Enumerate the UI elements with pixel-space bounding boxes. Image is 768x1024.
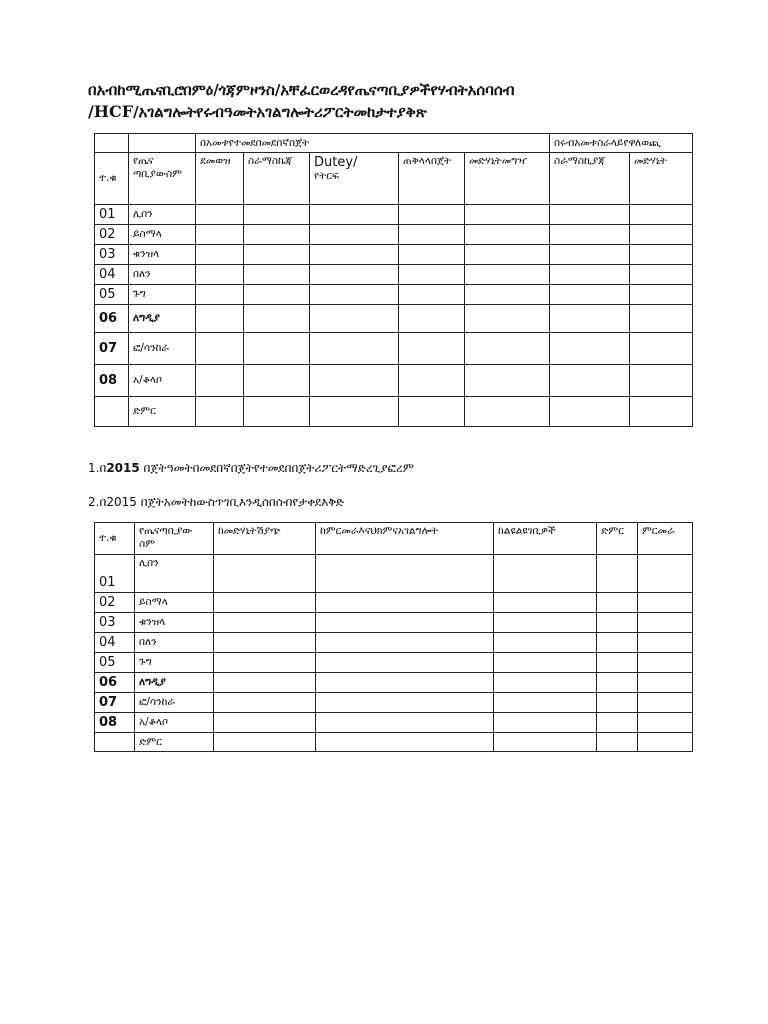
table-row bbox=[95, 285, 693, 305]
health-center-name: ጉግ bbox=[135, 653, 214, 673]
table-row bbox=[95, 225, 693, 245]
duty-amharic: የትርፍ bbox=[314, 170, 339, 182]
column-header-row bbox=[95, 153, 693, 205]
table-row bbox=[95, 205, 693, 225]
table-row bbox=[95, 673, 693, 693]
col-header-total: ድምር bbox=[597, 523, 638, 555]
table-row bbox=[95, 653, 693, 673]
internal-revenue-plan-table bbox=[94, 522, 693, 752]
table-row bbox=[95, 333, 693, 365]
row-number: 06 bbox=[95, 673, 135, 693]
section-note-2 bbox=[88, 495, 344, 510]
table-row bbox=[95, 365, 693, 397]
note-2-text: በጀትአመትከውስጥገቢእንዲሰበሰብየታቀደእቅድ bbox=[136, 495, 345, 509]
health-center-name: ለግዲያ bbox=[135, 673, 214, 693]
note-1-prefix: 1.በ bbox=[88, 461, 107, 475]
table-row bbox=[95, 613, 693, 633]
col-header-health-center: የጤና ጣቢያውስም bbox=[129, 153, 196, 205]
total-row bbox=[95, 733, 693, 752]
col-header-lab-treatment: ከምርመራእናህክምናአገልግሎት bbox=[316, 523, 494, 555]
blank-cell bbox=[95, 134, 129, 153]
health-center-name: ይስማላ bbox=[129, 225, 196, 245]
row-number: 02 bbox=[95, 593, 135, 613]
row-number: 04 bbox=[95, 265, 129, 285]
row-number: 04 bbox=[95, 633, 135, 653]
row-number: 08 bbox=[95, 713, 135, 733]
health-center-name: ጉግ bbox=[129, 285, 196, 305]
row-number: 02 bbox=[95, 225, 129, 245]
col-header-health-center: የጤናጣቢያው ስም bbox=[135, 523, 214, 555]
note-2-prefix: 2.በ bbox=[88, 495, 107, 509]
title-line-2 bbox=[88, 101, 728, 123]
row-number: 03 bbox=[95, 245, 129, 265]
health-center-name: አ/ቆላቦ bbox=[135, 713, 214, 733]
total-label: ድምር bbox=[129, 397, 196, 427]
health-center-name: ሊበን bbox=[135, 555, 214, 593]
allocated-budget-header: በአመቱየተመደበመደበኛበጀት bbox=[196, 134, 550, 153]
duty-english: Dutey/ bbox=[314, 155, 358, 170]
table-row bbox=[95, 633, 693, 653]
col-header-medicine-purchase: መድሃኒትመግዣ bbox=[465, 153, 550, 205]
row-number: 07 bbox=[95, 333, 129, 365]
row-number: 05 bbox=[95, 653, 135, 673]
col-header-spent-operational: ስራማስኪያጃ bbox=[550, 153, 630, 205]
health-center-name: ፎ/ሳንከራ bbox=[135, 693, 214, 713]
table-row bbox=[95, 713, 693, 733]
table-row bbox=[95, 305, 693, 333]
spent-header: በሩብአመቱስራላይየዋለወጪ bbox=[550, 134, 693, 153]
health-center-name: ቁንዝላ bbox=[135, 613, 214, 633]
title-hcf-code: /HCF bbox=[88, 102, 134, 121]
col-header-remark: ምርመራ bbox=[638, 523, 693, 555]
col-header-salary: ደመወዝ bbox=[196, 153, 244, 205]
health-center-name: ቁንዝላ bbox=[129, 245, 196, 265]
health-center-name: ለግዲያ bbox=[129, 305, 196, 333]
group-header-row bbox=[95, 134, 693, 153]
row-number: 03 bbox=[95, 613, 135, 633]
table-row bbox=[95, 555, 693, 593]
col-header-duty bbox=[310, 153, 399, 205]
document-title bbox=[88, 80, 728, 123]
table-row bbox=[95, 593, 693, 613]
row-number: 05 bbox=[95, 285, 129, 305]
row-number: 08 bbox=[95, 365, 129, 397]
total-label: ድምር bbox=[135, 733, 214, 752]
col-header-no: ተ.ቁ bbox=[95, 153, 129, 205]
col-header-total-budget: ጠቅላላበጀት bbox=[399, 153, 465, 205]
title-line-1: በአብከሚጤናቢሮበምዕ/ጎጃምዞንስ/አቸፈርወረዳየጤናጣቢያዎችየሃብትአሰባሰብ bbox=[88, 81, 515, 99]
health-center-name: ሊበን bbox=[129, 205, 196, 225]
table-row bbox=[95, 265, 693, 285]
health-center-name: አ/ቆላቦ bbox=[129, 365, 196, 397]
blank-cell bbox=[129, 134, 196, 153]
column-header-row bbox=[95, 523, 693, 555]
row-number: 06 bbox=[95, 305, 129, 333]
section-note-1 bbox=[88, 461, 414, 476]
col-header-operational: ስራማስኬጃ bbox=[244, 153, 310, 205]
health-center-name: በለን bbox=[129, 265, 196, 285]
col-header-other-income: ከልዩልዩገቢዎች bbox=[494, 523, 597, 555]
budget-report-table bbox=[94, 133, 693, 427]
col-header-no: ተ.ቁ bbox=[95, 523, 135, 555]
note-2-year: 2015 bbox=[106, 495, 137, 509]
col-header-spent-medicine: መድሃኒት bbox=[630, 153, 693, 205]
row-number: 01 bbox=[95, 555, 135, 593]
health-center-name: ይስማላ bbox=[135, 593, 214, 613]
col-header-pharmacy-sales: ከመድሃኒትሽያጭ bbox=[214, 523, 316, 555]
note-1-year: 2015 bbox=[106, 461, 140, 475]
table-row bbox=[95, 693, 693, 713]
table-row bbox=[95, 245, 693, 265]
row-number: 07 bbox=[95, 693, 135, 713]
health-center-name: በለን bbox=[135, 633, 214, 653]
row-number: 01 bbox=[95, 205, 129, 225]
title-line-2-text: /አገልግሎትየሩብዓመትአገልግሎትሪፖርትመከታተያቅጽ bbox=[133, 103, 427, 121]
total-row bbox=[95, 397, 693, 427]
note-1-text: በጀትዓመትበመደበኛበጀትየተመደበበጀትሪፖርትማድረጊያፎረም bbox=[139, 461, 414, 475]
health-center-name: ፎ/ሳንከራ bbox=[129, 333, 196, 365]
